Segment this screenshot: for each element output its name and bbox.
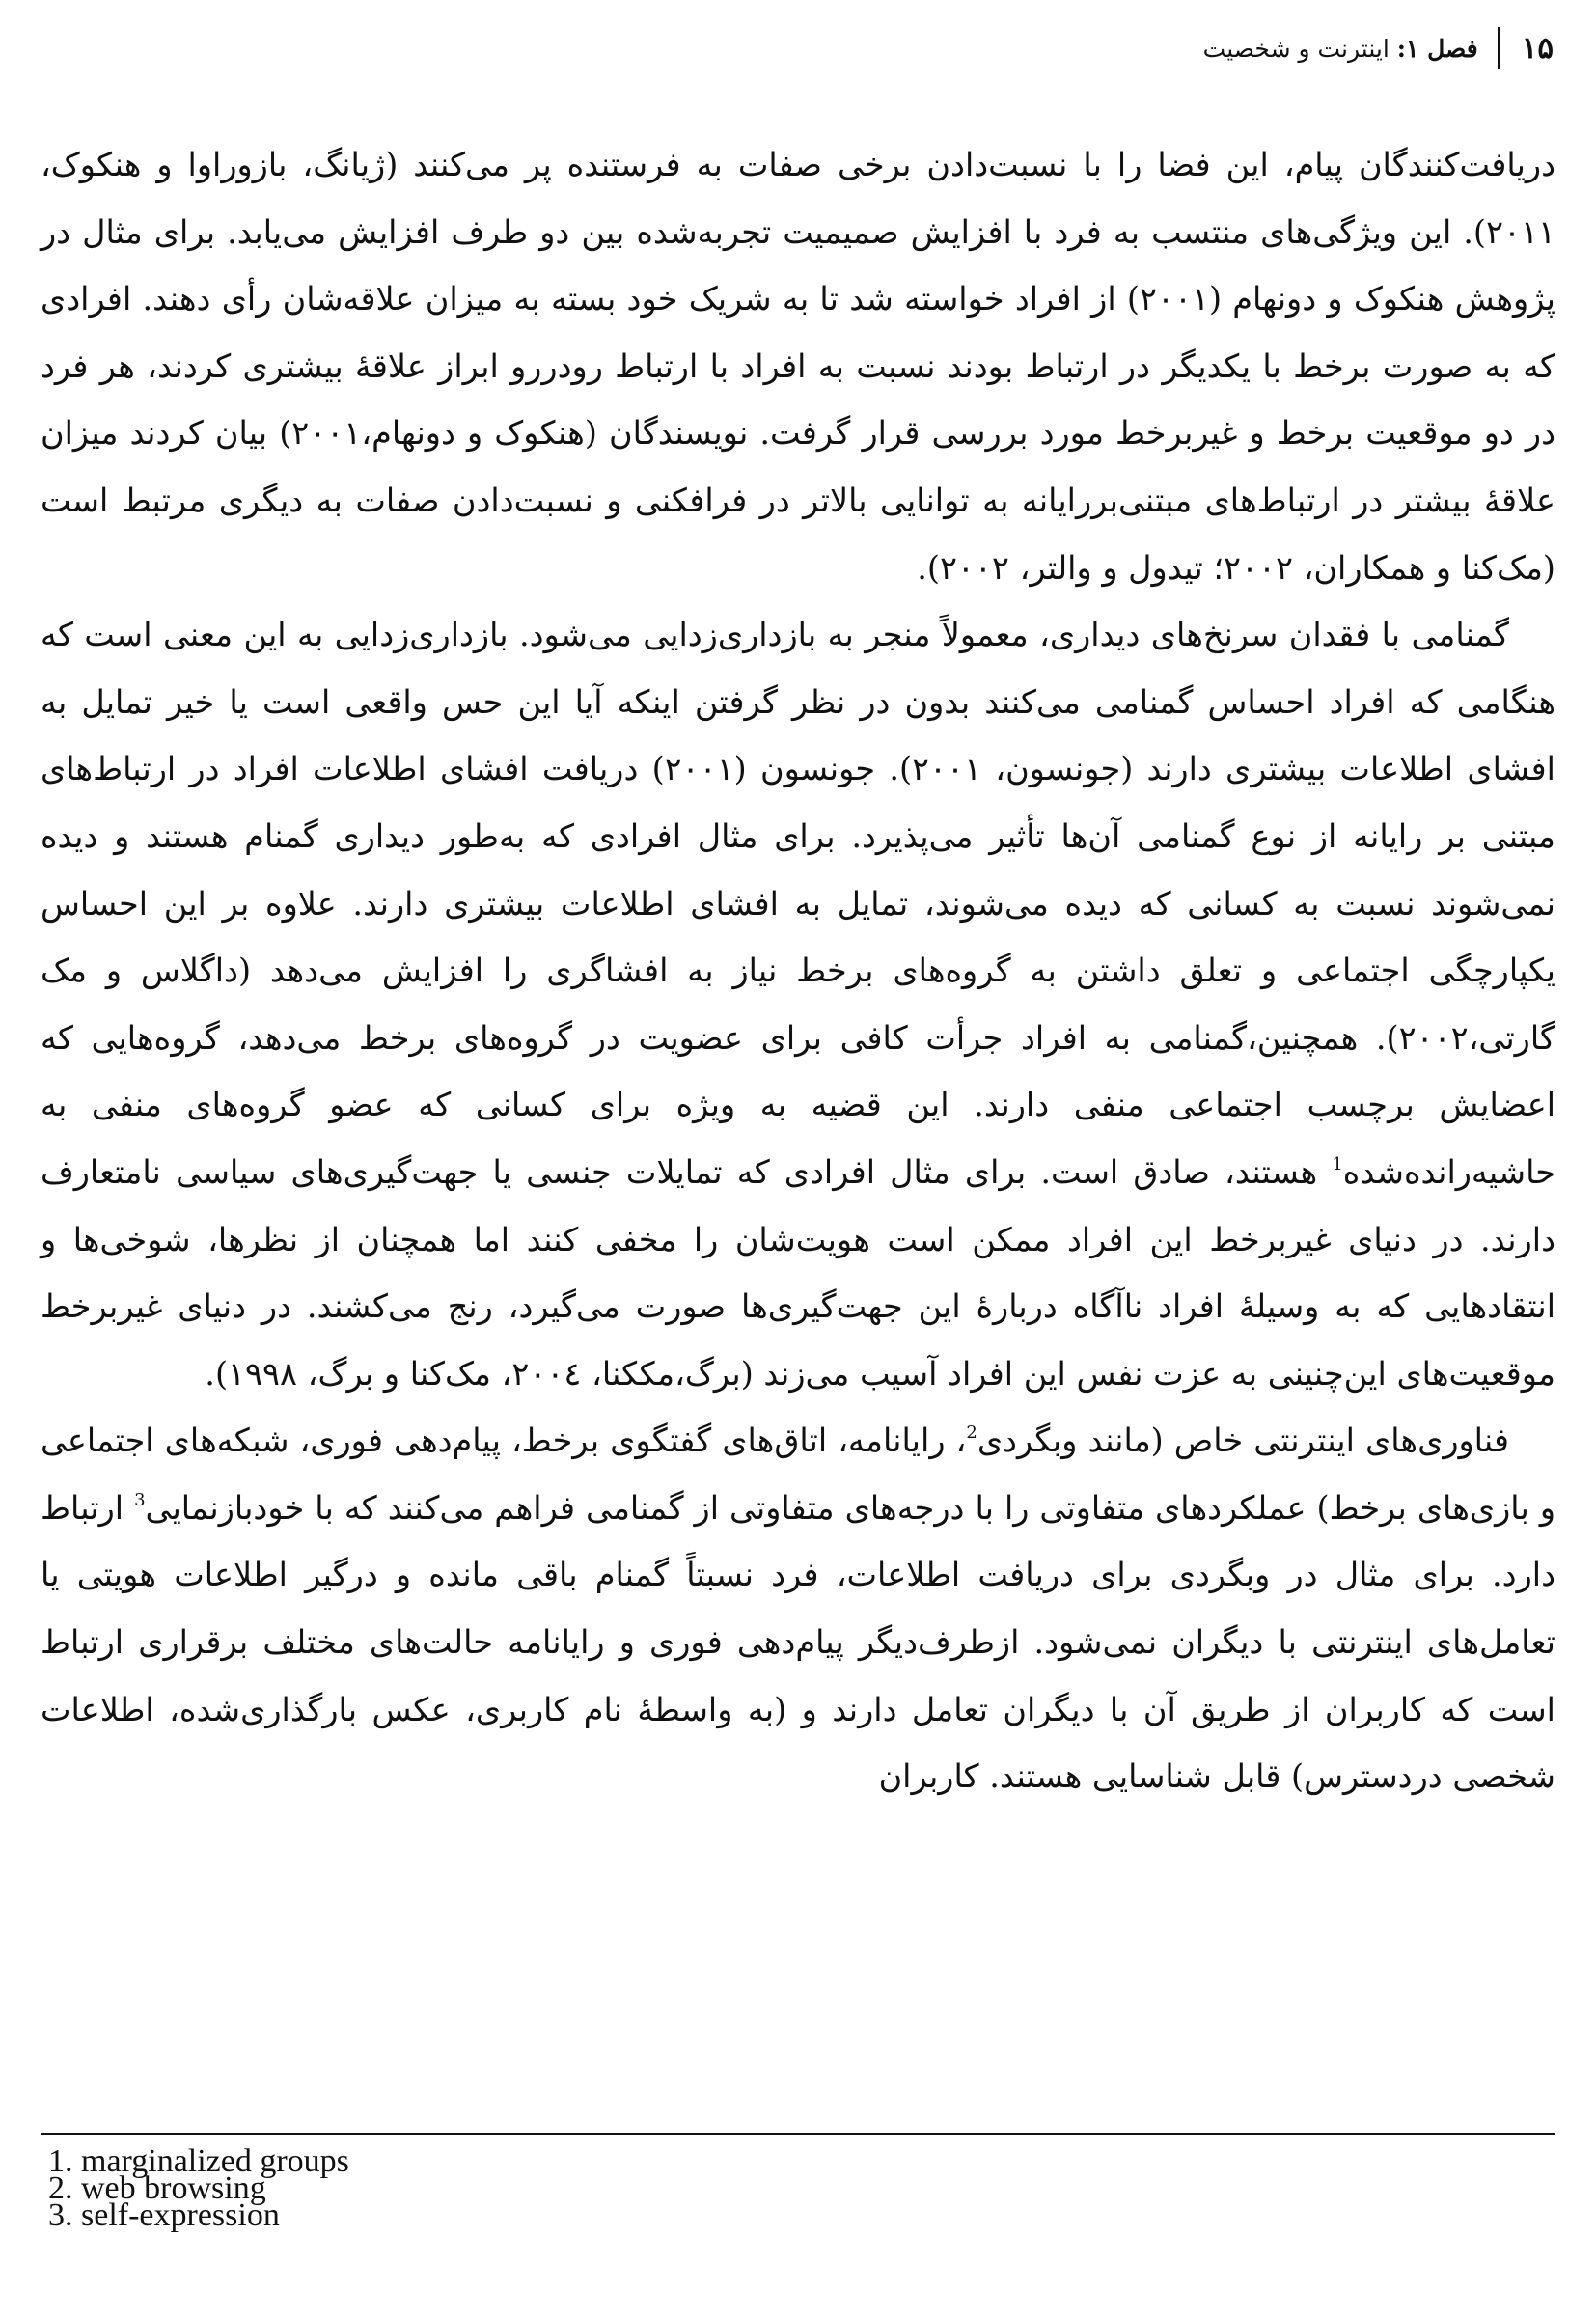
chapter-label: فصل ۱: — [1396, 34, 1478, 63]
header-divider — [1498, 27, 1500, 69]
running-header — [39, 21, 1554, 75]
paragraph-2 — [41, 601, 1555, 1407]
paragraph-3 — [41, 1407, 1555, 1810]
page-number: ۱۵ — [1521, 31, 1554, 66]
footnote-2: 2. web browsing — [48, 2170, 266, 2206]
footnote-3: 3. self-expression — [48, 2197, 280, 2233]
paragraph-3-part-b: ، رایانامه، اتاق‌های گفتگوی برخط، پیام‌دهی فوری، شبکه‌های اجتماعی و بازی‌های برخط) عملکردهای متفاوتی را با درجه‌های متفاوتی از گمنامی فراهم می‌کنند که با خودبازنمایی — [41, 1422, 1555, 1527]
chapter-heading — [1203, 35, 1478, 63]
paragraph-3-part-a: فناوری‌های اینترنتی خاص (مانند وبگردی — [977, 1422, 1509, 1460]
paragraph-3-part-c: ارتباط دارد. برای مثال در وبگردی برای دریافت اطلاعات، فرد نسبتاً گمنام باقی مانده و درگیر اطلاعات هویتی یا تعامل‌های اینترنتی با دیگران نمی‌شود. ازطرف‌دیگر پیام‌دهی فوری و رایانامه حالت‌های مختلف برقراری ارتباط است که کاربران از طریق آن با دیگران تعامل دارند و (به واسطهٔ نام کاربری، عکس بارگذاری‌شده، اطلاعات شخصی دردسترس) قابل شناسایی هستند. کاربران — [41, 1488, 1555, 1796]
paragraph-2-part-a: گمنامی با فقدان سرنخ‌های دیداری، معمولاً منجر به بازداری‌زدایی می‌شود. بازداری‌زدایی به این معنی است که هنگامی که افراد احساس گمنامی می‌کنند بدون در نظر گرفتن اینکه آیا این حس واقعی است یا خیر تمایل به افشای اطلاعات بیشتری دارند (جونسون، ۲۰۰۱). جونسون (۲۰۰۱) دریافت افشای اطلاعات افراد در ارتباط‌های مبتنی بر رایانه از نوع گمنامی آن‌ها تأثیر می‌پذیرد. برای مثال افرادی که به‌طور دیداری گمنام هستند و دیده نمی‌شوند نسبت به کسانی که دیده می‌شوند، تمایل به افشای اطلاعات بیشتری دارند. علاوه بر این احساس یکپارچگی اجتماعی و تعلق داشتن به گروه‌های برخط نیاز به افشاگری را افزایش می‌دهد (داگلاس و مک گارتی،۲۰۰۲). همچنین،گمنامی به افراد جرأت کافی برای عضویت در گروه‌های برخط می‌دهد، گروه‌هایی که اعضایش برچسب اجتماعی منفی دارند. این قضیه به ویژه برای کسانی که عضو گروه‌های منفی به حاشیه‌رانده‌شده — [41, 616, 1555, 1191]
body-text — [41, 131, 1555, 1810]
footnotes — [48, 2143, 917, 2233]
footnote-mark-1: 1 — [1332, 1153, 1343, 1174]
footnote-mark-2: 2 — [966, 1422, 977, 1444]
paragraph-1: دریافت‌کنندگان پیام، این فضا را با نسبت‌دادن برخی صفات به فرستنده پر می‌کنند (ژیانگ، بازوراوا و هنکوک، ۲۰۱۱). این ویژگی‌های منتسب به فرد با افزایش صمیمیت تجربه‌شده بین دو طرف افزایش می‌یابد. برای مثال در پژوهش هنکوک و دونهام (۲۰۰۱) از افراد خواسته شد تا به شریک خود بسته به میزان علاقه‌شان رأی دهند. افرادی که به صورت برخط با یکدیگر در ارتباط بودند نسبت به افراد با ارتباط رودررو ابراز علاقهٔ بیشتری کردند، هر فرد در دو موقعیت برخط و غیربرخط مورد بررسی قرار گرفت. نویسندگان (هنکوک و دونهام،۲۰۰۱) بیان کردند میزان علاقهٔ بیشتر در ارتباط‌های مبتنی‌بررایانه به توانایی بالاتر در فرافکنی و نسبت‌دادن صفات به دیگری مرتبط است (مک‌کنا و همکاران، ۲۰۰۲؛ تیدول و والتر، ۲۰۰۲). — [41, 146, 1556, 587]
chapter-title: اینترنت و شخصیت — [1202, 34, 1390, 63]
footnote-separator — [41, 2133, 1555, 2135]
footnote-mark-3: 3 — [134, 1489, 146, 1510]
footnote-1: 1. marginalized groups — [48, 2143, 349, 2179]
paragraph-2-part-b: هستند، صادق است. برای مثال افرادی که تمایلات جنسی یا جهت‌گیری‌های سیاسی نامتعارف دارند. در دنیای غیربرخط این افراد ممکن است هویت‌شان را مخفی کنند اما همچنان از نظرها، شوخی‌ها و انتقادهایی که به وسیلهٔ افراد ناآگاه دربارهٔ این جهت‌گیری‌ها صورت می‌گیرد، رنج می‌کشند. در دنیای غیربرخط موقعیت‌های این‌چنینی به عزت نفس این افراد آسیب می‌زند (برگ،مککنا، ۲۰۰٤، مک‌کنا و برگ، ۱۹۹۸). — [41, 1152, 1555, 1393]
